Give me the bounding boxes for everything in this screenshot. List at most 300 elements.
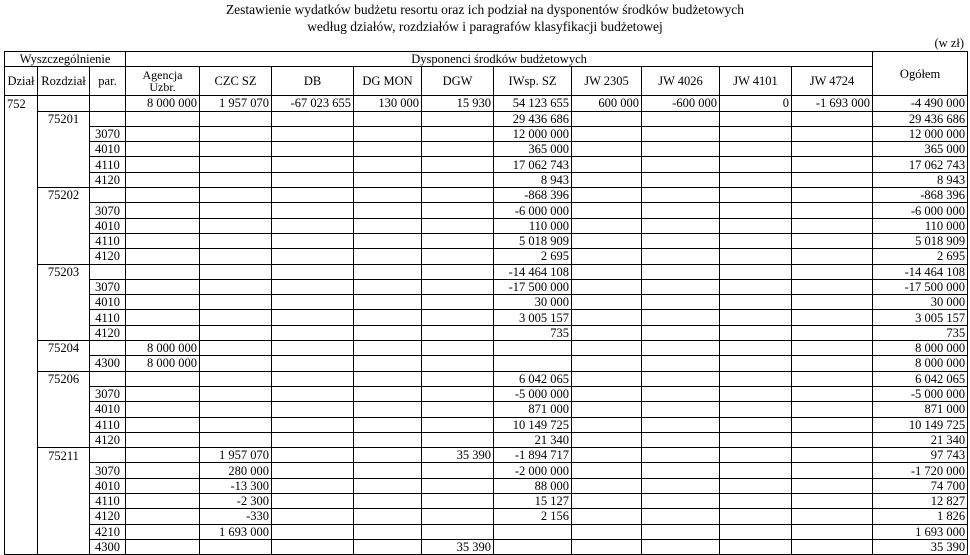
cell-value xyxy=(792,203,873,218)
cell-par: 3070 xyxy=(90,279,126,294)
cell-par: 4010 xyxy=(90,295,126,310)
cell-value xyxy=(354,402,422,417)
cell-value xyxy=(354,126,422,141)
cell-value xyxy=(572,157,642,172)
cell-par: 4120 xyxy=(90,325,126,340)
cell-value xyxy=(126,509,200,524)
header-col-9: JW 4724 xyxy=(792,67,873,96)
cell-value xyxy=(422,142,494,157)
table-row xyxy=(5,172,968,187)
cell-dzial xyxy=(5,402,38,417)
cell-total: 8 943 xyxy=(873,172,968,187)
table-row xyxy=(5,325,968,340)
cell-dzial xyxy=(5,356,38,371)
cell-value xyxy=(354,386,422,401)
cell-value xyxy=(272,386,354,401)
cell-total: 365 000 xyxy=(873,142,968,157)
cell-value xyxy=(272,279,354,294)
cell-dzial xyxy=(5,341,38,356)
cell-value xyxy=(720,325,792,340)
cell-value xyxy=(642,233,720,248)
cell-value xyxy=(572,203,642,218)
cell-value xyxy=(422,218,494,233)
cell-value xyxy=(720,172,792,187)
cell-rozdzial: 75206 xyxy=(38,371,90,386)
cell-value xyxy=(126,417,200,432)
cell-value xyxy=(354,509,422,524)
cell-value xyxy=(572,478,642,493)
cell-par xyxy=(90,341,126,356)
cell-value xyxy=(642,356,720,371)
cell-value xyxy=(422,463,494,478)
table-row xyxy=(5,310,968,325)
cell-value xyxy=(792,279,873,294)
cell-value xyxy=(354,448,422,463)
cell-rozdzial xyxy=(38,386,90,401)
table-row xyxy=(5,142,968,157)
cell-par: 3070 xyxy=(90,386,126,401)
cell-value xyxy=(354,142,422,157)
cell-par: 4110 xyxy=(90,233,126,248)
cell-par: 4010 xyxy=(90,142,126,157)
cell-value xyxy=(422,341,494,356)
cell-total: -1 720 000 xyxy=(873,463,968,478)
cell-rozdzial xyxy=(38,249,90,264)
cell-par xyxy=(90,111,126,126)
cell-value xyxy=(572,188,642,203)
cell-dzial xyxy=(5,325,38,340)
cell-rozdzial xyxy=(38,279,90,294)
cell-value xyxy=(354,157,422,172)
cell-total: 97 743 xyxy=(873,448,968,463)
cell-value xyxy=(200,402,272,417)
cell-value xyxy=(572,524,642,539)
cell-value xyxy=(126,402,200,417)
cell-value xyxy=(200,264,272,279)
cell-total: 735 xyxy=(873,325,968,340)
table-row xyxy=(5,371,968,386)
cell-value xyxy=(422,249,494,264)
cell-value xyxy=(422,417,494,432)
cell-value xyxy=(422,494,494,509)
cell-value xyxy=(272,188,354,203)
cell-value xyxy=(792,524,873,539)
cell-total: -17 500 000 xyxy=(873,279,968,294)
cell-dzial xyxy=(5,295,38,310)
cell-value xyxy=(272,172,354,187)
cell-dzial xyxy=(5,417,38,432)
cell-value xyxy=(792,417,873,432)
cell-value xyxy=(354,310,422,325)
cell-value xyxy=(354,478,422,493)
cell-total: -14 464 108 xyxy=(873,264,968,279)
cell-value xyxy=(354,295,422,310)
cell-value xyxy=(792,172,873,187)
cell-value xyxy=(792,448,873,463)
cell-value xyxy=(572,448,642,463)
cell-value xyxy=(272,463,354,478)
cell-par: 4210 xyxy=(90,524,126,539)
cell-value xyxy=(792,310,873,325)
cell-dzial xyxy=(5,111,38,126)
cell-value xyxy=(572,325,642,340)
cell-total: -5 000 000 xyxy=(873,386,968,401)
cell-value xyxy=(572,264,642,279)
cell-value xyxy=(720,126,792,141)
cell-value xyxy=(200,111,272,126)
table-row xyxy=(5,203,968,218)
cell-rozdzial xyxy=(38,432,90,447)
cell-value xyxy=(642,494,720,509)
cell-value: -5 000 000 xyxy=(494,386,572,401)
cell-dzial xyxy=(5,279,38,294)
cell-dzial xyxy=(5,539,38,554)
cell-value xyxy=(422,356,494,371)
cell-value xyxy=(272,524,354,539)
cell-value xyxy=(200,172,272,187)
cell-value: 1 957 070 xyxy=(200,448,272,463)
cell-value: 54 123 655 xyxy=(494,96,572,111)
cell-value xyxy=(422,172,494,187)
cell-value: 130 000 xyxy=(354,96,422,111)
cell-value xyxy=(126,249,200,264)
cell-rozdzial xyxy=(38,218,90,233)
cell-rozdzial xyxy=(38,203,90,218)
table-row xyxy=(5,417,968,432)
cell-value xyxy=(792,157,873,172)
cell-value: 8 000 000 xyxy=(126,341,200,356)
cell-value xyxy=(200,341,272,356)
cell-dzial xyxy=(5,126,38,141)
cell-value xyxy=(572,417,642,432)
cell-value xyxy=(272,509,354,524)
table-row xyxy=(5,524,968,539)
cell-rozdzial: 75204 xyxy=(38,341,90,356)
cell-value xyxy=(572,386,642,401)
table-row xyxy=(5,402,968,417)
cell-value xyxy=(422,111,494,126)
cell-value xyxy=(792,111,873,126)
cell-value xyxy=(354,188,422,203)
cell-value xyxy=(572,356,642,371)
cell-value xyxy=(720,478,792,493)
cell-value xyxy=(792,386,873,401)
cell-value: 21 340 xyxy=(494,432,572,447)
cell-value xyxy=(354,539,422,554)
cell-value xyxy=(720,142,792,157)
cell-dzial xyxy=(5,218,38,233)
cell-value xyxy=(720,279,792,294)
cell-value xyxy=(792,539,873,554)
cell-value xyxy=(272,126,354,141)
table-row xyxy=(5,463,968,478)
cell-dzial xyxy=(5,142,38,157)
cell-dzial xyxy=(5,509,38,524)
cell-value: 35 390 xyxy=(422,448,494,463)
cell-value xyxy=(272,325,354,340)
cell-rozdzial xyxy=(38,509,90,524)
cell-value xyxy=(200,417,272,432)
cell-value: 0 xyxy=(720,96,792,111)
cell-rozdzial xyxy=(38,402,90,417)
cell-value xyxy=(126,111,200,126)
cell-value: 15 930 xyxy=(422,96,494,111)
cell-value xyxy=(792,218,873,233)
cell-value xyxy=(572,432,642,447)
table-row xyxy=(5,295,968,310)
cell-total: 1 826 xyxy=(873,509,968,524)
cell-value xyxy=(642,310,720,325)
cell-value xyxy=(272,478,354,493)
cell-value xyxy=(200,157,272,172)
cell-value xyxy=(642,386,720,401)
cell-value xyxy=(126,325,200,340)
cell-value: 280 000 xyxy=(200,463,272,478)
cell-value xyxy=(200,249,272,264)
cell-dzial xyxy=(5,371,38,386)
cell-value xyxy=(642,539,720,554)
table-row xyxy=(5,233,968,248)
cell-value xyxy=(720,448,792,463)
cell-value xyxy=(272,142,354,157)
cell-total: 1 693 000 xyxy=(873,524,968,539)
cell-dzial xyxy=(5,264,38,279)
cell-value xyxy=(200,233,272,248)
cell-value xyxy=(642,279,720,294)
cell-value xyxy=(572,494,642,509)
cell-rozdzial xyxy=(38,96,90,111)
cell-dzial xyxy=(5,448,38,463)
cell-value: 600 000 xyxy=(572,96,642,111)
cell-dzial xyxy=(5,494,38,509)
header-par: par. xyxy=(90,67,126,96)
cell-value xyxy=(572,295,642,310)
cell-total: 74 700 xyxy=(873,478,968,493)
cell-total: -868 396 xyxy=(873,188,968,203)
cell-par: 4120 xyxy=(90,509,126,524)
cell-total: 871 000 xyxy=(873,402,968,417)
cell-value: -1 693 000 xyxy=(792,96,873,111)
cell-value xyxy=(572,218,642,233)
cell-value xyxy=(572,371,642,386)
cell-value xyxy=(200,203,272,218)
cell-value xyxy=(272,111,354,126)
cell-value xyxy=(642,478,720,493)
cell-value xyxy=(792,264,873,279)
cell-par xyxy=(90,96,126,111)
cell-value: 8 000 000 xyxy=(126,356,200,371)
cell-value xyxy=(642,463,720,478)
cell-value xyxy=(572,233,642,248)
cell-value xyxy=(200,432,272,447)
cell-value: 365 000 xyxy=(494,142,572,157)
cell-total: 8 000 000 xyxy=(873,341,968,356)
cell-value xyxy=(354,356,422,371)
cell-value xyxy=(126,524,200,539)
cell-value: 871 000 xyxy=(494,402,572,417)
cell-par: 4010 xyxy=(90,402,126,417)
cell-value xyxy=(720,432,792,447)
table-row xyxy=(5,218,968,233)
cell-value xyxy=(126,432,200,447)
cell-value xyxy=(642,264,720,279)
cell-value xyxy=(272,233,354,248)
cell-rozdzial xyxy=(38,417,90,432)
cell-value xyxy=(200,218,272,233)
cell-value xyxy=(572,279,642,294)
cell-value xyxy=(126,218,200,233)
cell-value xyxy=(642,172,720,187)
cell-rozdzial xyxy=(38,310,90,325)
cell-value xyxy=(720,310,792,325)
cell-value: 35 390 xyxy=(422,539,494,554)
cell-value xyxy=(642,157,720,172)
cell-value xyxy=(642,249,720,264)
cell-value xyxy=(126,157,200,172)
cell-value xyxy=(354,325,422,340)
cell-value: 2 695 xyxy=(494,249,572,264)
cell-value xyxy=(642,371,720,386)
cell-value xyxy=(354,111,422,126)
cell-value xyxy=(792,325,873,340)
cell-value xyxy=(642,111,720,126)
cell-value xyxy=(354,371,422,386)
cell-value xyxy=(422,478,494,493)
table-row xyxy=(5,96,968,111)
cell-value xyxy=(720,539,792,554)
cell-value xyxy=(422,157,494,172)
cell-value xyxy=(354,279,422,294)
cell-value xyxy=(272,371,354,386)
cell-dzial xyxy=(5,188,38,203)
cell-value xyxy=(354,494,422,509)
cell-value xyxy=(200,310,272,325)
cell-par: 3070 xyxy=(90,463,126,478)
cell-rozdzial xyxy=(38,494,90,509)
cell-value: 15 127 xyxy=(494,494,572,509)
cell-value xyxy=(792,295,873,310)
cell-par: 4300 xyxy=(90,539,126,554)
cell-value xyxy=(572,126,642,141)
cell-value xyxy=(792,341,873,356)
cell-total: 21 340 xyxy=(873,432,968,447)
cell-value xyxy=(792,494,873,509)
cell-rozdzial: 75203 xyxy=(38,264,90,279)
cell-par: 4110 xyxy=(90,417,126,432)
cell-value xyxy=(720,111,792,126)
cell-value xyxy=(272,295,354,310)
cell-value xyxy=(642,203,720,218)
cell-value xyxy=(720,249,792,264)
cell-value: -330 xyxy=(200,509,272,524)
cell-value: -868 396 xyxy=(494,188,572,203)
cell-value xyxy=(126,478,200,493)
cell-rozdzial: 75201 xyxy=(38,111,90,126)
cell-value xyxy=(200,539,272,554)
cell-rozdzial xyxy=(38,356,90,371)
table-row xyxy=(5,249,968,264)
table-row xyxy=(5,478,968,493)
cell-value xyxy=(126,310,200,325)
cell-value xyxy=(642,341,720,356)
cell-value xyxy=(792,509,873,524)
header-dysponenci: Dysponenci środków budżetowych xyxy=(126,52,873,67)
cell-dzial xyxy=(5,463,38,478)
cell-value xyxy=(354,249,422,264)
cell-total: 6 042 065 xyxy=(873,371,968,386)
header-dzial: Dział xyxy=(5,67,38,96)
cell-dzial xyxy=(5,157,38,172)
cell-par: 4120 xyxy=(90,432,126,447)
cell-value xyxy=(720,524,792,539)
cell-value xyxy=(272,218,354,233)
cell-value xyxy=(422,432,494,447)
cell-rozdzial xyxy=(38,295,90,310)
cell-value xyxy=(126,448,200,463)
cell-value xyxy=(272,203,354,218)
cell-dzial: 752 xyxy=(5,96,38,111)
cell-value xyxy=(642,295,720,310)
header-wyszczegolnienie: Wyszczególnienie xyxy=(5,52,126,67)
cell-value xyxy=(792,356,873,371)
cell-value: 1 957 070 xyxy=(200,96,272,111)
cell-total: 3 005 157 xyxy=(873,310,968,325)
cell-value xyxy=(720,264,792,279)
cell-par: 4300 xyxy=(90,356,126,371)
cell-par: 3070 xyxy=(90,203,126,218)
cell-value: 8 000 000 xyxy=(126,96,200,111)
cell-value xyxy=(272,402,354,417)
cell-rozdzial xyxy=(38,524,90,539)
cell-value: 88 000 xyxy=(494,478,572,493)
cell-par xyxy=(90,188,126,203)
cell-value xyxy=(126,295,200,310)
cell-value xyxy=(642,218,720,233)
cell-value: 2 156 xyxy=(494,509,572,524)
cell-total: 10 149 725 xyxy=(873,417,968,432)
cell-value xyxy=(272,310,354,325)
cell-value xyxy=(720,386,792,401)
cell-value: 29 436 686 xyxy=(494,111,572,126)
cell-value xyxy=(272,264,354,279)
cell-value xyxy=(272,494,354,509)
cell-value xyxy=(422,402,494,417)
cell-value xyxy=(792,478,873,493)
cell-par xyxy=(90,371,126,386)
cell-value xyxy=(272,157,354,172)
cell-value xyxy=(422,295,494,310)
cell-rozdzial xyxy=(38,539,90,554)
cell-value xyxy=(272,432,354,447)
cell-value xyxy=(720,233,792,248)
cell-total: 5 018 909 xyxy=(873,233,968,248)
cell-value xyxy=(642,417,720,432)
cell-dzial xyxy=(5,386,38,401)
cell-value xyxy=(126,386,200,401)
cell-value xyxy=(126,172,200,187)
cell-value xyxy=(422,233,494,248)
cell-value xyxy=(422,509,494,524)
cell-value xyxy=(720,371,792,386)
cell-total: 2 695 xyxy=(873,249,968,264)
cell-par: 4120 xyxy=(90,249,126,264)
report-title-line-1: Zestawienie wydatków budżetu resortu oraz ich podział na dysponentów środków budżetowych xyxy=(225,2,745,17)
header-col-6: JW 2305 xyxy=(572,67,642,96)
cell-rozdzial: 75211 xyxy=(38,448,90,463)
cell-value xyxy=(792,142,873,157)
cell-rozdzial xyxy=(38,142,90,157)
cell-value xyxy=(720,188,792,203)
